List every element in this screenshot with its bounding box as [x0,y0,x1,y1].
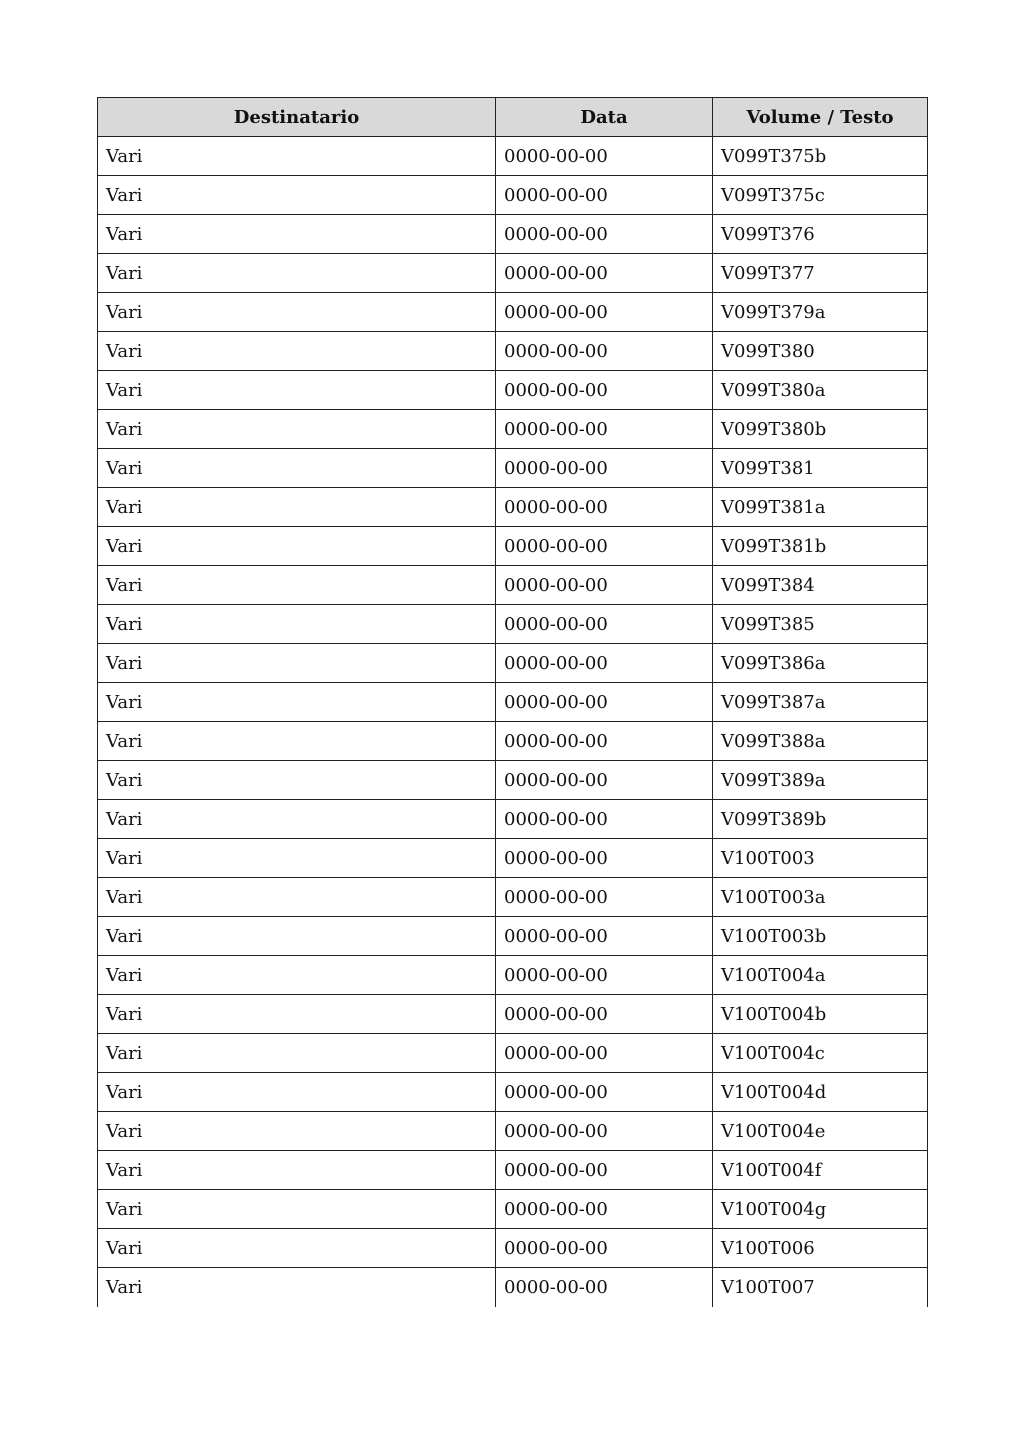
cell-data: 0000-00-00 [496,449,713,488]
cell-data: 0000-00-00 [496,683,713,722]
table-row [98,722,928,761]
cell-destinatario: Vari [98,137,496,176]
table-row [98,761,928,800]
cell-data: 0000-00-00 [496,1151,713,1190]
cell-volume-testo: V099T375c [713,176,928,215]
cell-destinatario: Vari [98,800,496,839]
document-page [97,97,927,1307]
cell-volume-testo: V100T004a [713,956,928,995]
table-row [98,137,928,176]
table-row [98,917,928,956]
cell-volume-testo: V099T387a [713,683,928,722]
cell-data: 0000-00-00 [496,566,713,605]
table-row [98,1073,928,1112]
cell-data: 0000-00-00 [496,176,713,215]
cell-data: 0000-00-00 [496,137,713,176]
cell-data: 0000-00-00 [496,488,713,527]
cell-destinatario: Vari [98,605,496,644]
cell-destinatario: Vari [98,1229,496,1268]
table-row [98,527,928,566]
cell-data: 0000-00-00 [496,917,713,956]
table-row [98,1112,928,1151]
cell-data: 0000-00-00 [496,1268,713,1307]
table-body [98,137,928,1307]
table-row [98,215,928,254]
cell-volume-testo: V099T381a [713,488,928,527]
cell-data: 0000-00-00 [496,332,713,371]
cell-data: 0000-00-00 [496,1229,713,1268]
cell-volume-testo: V099T389a [713,761,928,800]
cell-data: 0000-00-00 [496,839,713,878]
cell-data: 0000-00-00 [496,254,713,293]
cell-volume-testo: V100T004b [713,995,928,1034]
table-row [98,293,928,332]
cell-destinatario: Vari [98,1190,496,1229]
cell-volume-testo: V099T377 [713,254,928,293]
table-row [98,839,928,878]
cell-destinatario: Vari [98,1112,496,1151]
cell-destinatario: Vari [98,878,496,917]
cell-volume-testo: V099T388a [713,722,928,761]
cell-destinatario: Vari [98,1034,496,1073]
cell-volume-testo: V100T004e [713,1112,928,1151]
header-volume-testo: Volume / Testo [713,98,928,137]
cell-destinatario: Vari [98,254,496,293]
cell-destinatario: Vari [98,644,496,683]
cell-volume-testo: V099T380b [713,410,928,449]
cell-data: 0000-00-00 [496,878,713,917]
cell-destinatario: Vari [98,566,496,605]
cell-destinatario: Vari [98,488,496,527]
table-row [98,488,928,527]
cell-destinatario: Vari [98,527,496,566]
header-data: Data [496,98,713,137]
cell-destinatario: Vari [98,176,496,215]
cell-volume-testo: V100T006 [713,1229,928,1268]
cell-destinatario: Vari [98,995,496,1034]
table-row [98,332,928,371]
table-row [98,371,928,410]
cell-destinatario: Vari [98,1268,496,1307]
cell-data: 0000-00-00 [496,215,713,254]
cell-destinatario: Vari [98,917,496,956]
cell-volume-testo: V099T381b [713,527,928,566]
cell-data: 0000-00-00 [496,956,713,995]
cell-destinatario: Vari [98,722,496,761]
cell-data: 0000-00-00 [496,644,713,683]
table-row [98,800,928,839]
cell-data: 0000-00-00 [496,1073,713,1112]
cell-destinatario: Vari [98,761,496,800]
cell-destinatario: Vari [98,683,496,722]
cell-data: 0000-00-00 [496,800,713,839]
table-header-row [98,98,928,137]
cell-destinatario: Vari [98,371,496,410]
table-row [98,1190,928,1229]
cell-volume-testo: V099T386a [713,644,928,683]
cell-data: 0000-00-00 [496,1034,713,1073]
cell-destinatario: Vari [98,1073,496,1112]
cell-volume-testo: V100T004d [713,1073,928,1112]
table-row [98,566,928,605]
cell-volume-testo: V099T381 [713,449,928,488]
cell-data: 0000-00-00 [496,995,713,1034]
cell-volume-testo: V100T003b [713,917,928,956]
cell-volume-testo: V099T379a [713,293,928,332]
table-row [98,1151,928,1190]
cell-volume-testo: V099T380 [713,332,928,371]
cell-volume-testo: V100T007 [713,1268,928,1307]
cell-data: 0000-00-00 [496,722,713,761]
cell-data: 0000-00-00 [496,1190,713,1229]
table-row [98,878,928,917]
table-row [98,1034,928,1073]
table-row [98,176,928,215]
cell-destinatario: Vari [98,215,496,254]
cell-data: 0000-00-00 [496,410,713,449]
table-row [98,254,928,293]
cell-destinatario: Vari [98,293,496,332]
cell-volume-testo: V099T384 [713,566,928,605]
cell-data: 0000-00-00 [496,605,713,644]
table-row [98,605,928,644]
table-row [98,956,928,995]
table-row [98,449,928,488]
cell-volume-testo: V100T004g [713,1190,928,1229]
cell-volume-testo: V100T004c [713,1034,928,1073]
cell-volume-testo: V099T375b [713,137,928,176]
header-destinatario: Destinatario [98,98,496,137]
cell-destinatario: Vari [98,1151,496,1190]
cell-destinatario: Vari [98,956,496,995]
table-row [98,1229,928,1268]
records-table [97,97,928,1307]
cell-destinatario: Vari [98,839,496,878]
cell-destinatario: Vari [98,332,496,371]
cell-volume-testo: V100T003a [713,878,928,917]
table-row [98,644,928,683]
table-row [98,410,928,449]
table-row [98,1268,928,1307]
cell-destinatario: Vari [98,449,496,488]
cell-volume-testo: V100T003 [713,839,928,878]
cell-volume-testo: V099T389b [713,800,928,839]
cell-volume-testo: V099T380a [713,371,928,410]
cell-volume-testo: V099T376 [713,215,928,254]
cell-volume-testo: V100T004f [713,1151,928,1190]
cell-data: 0000-00-00 [496,527,713,566]
cell-volume-testo: V099T385 [713,605,928,644]
cell-data: 0000-00-00 [496,1112,713,1151]
cell-data: 0000-00-00 [496,293,713,332]
table-row [98,995,928,1034]
table-row [98,683,928,722]
cell-data: 0000-00-00 [496,371,713,410]
cell-destinatario: Vari [98,410,496,449]
cell-data: 0000-00-00 [496,761,713,800]
